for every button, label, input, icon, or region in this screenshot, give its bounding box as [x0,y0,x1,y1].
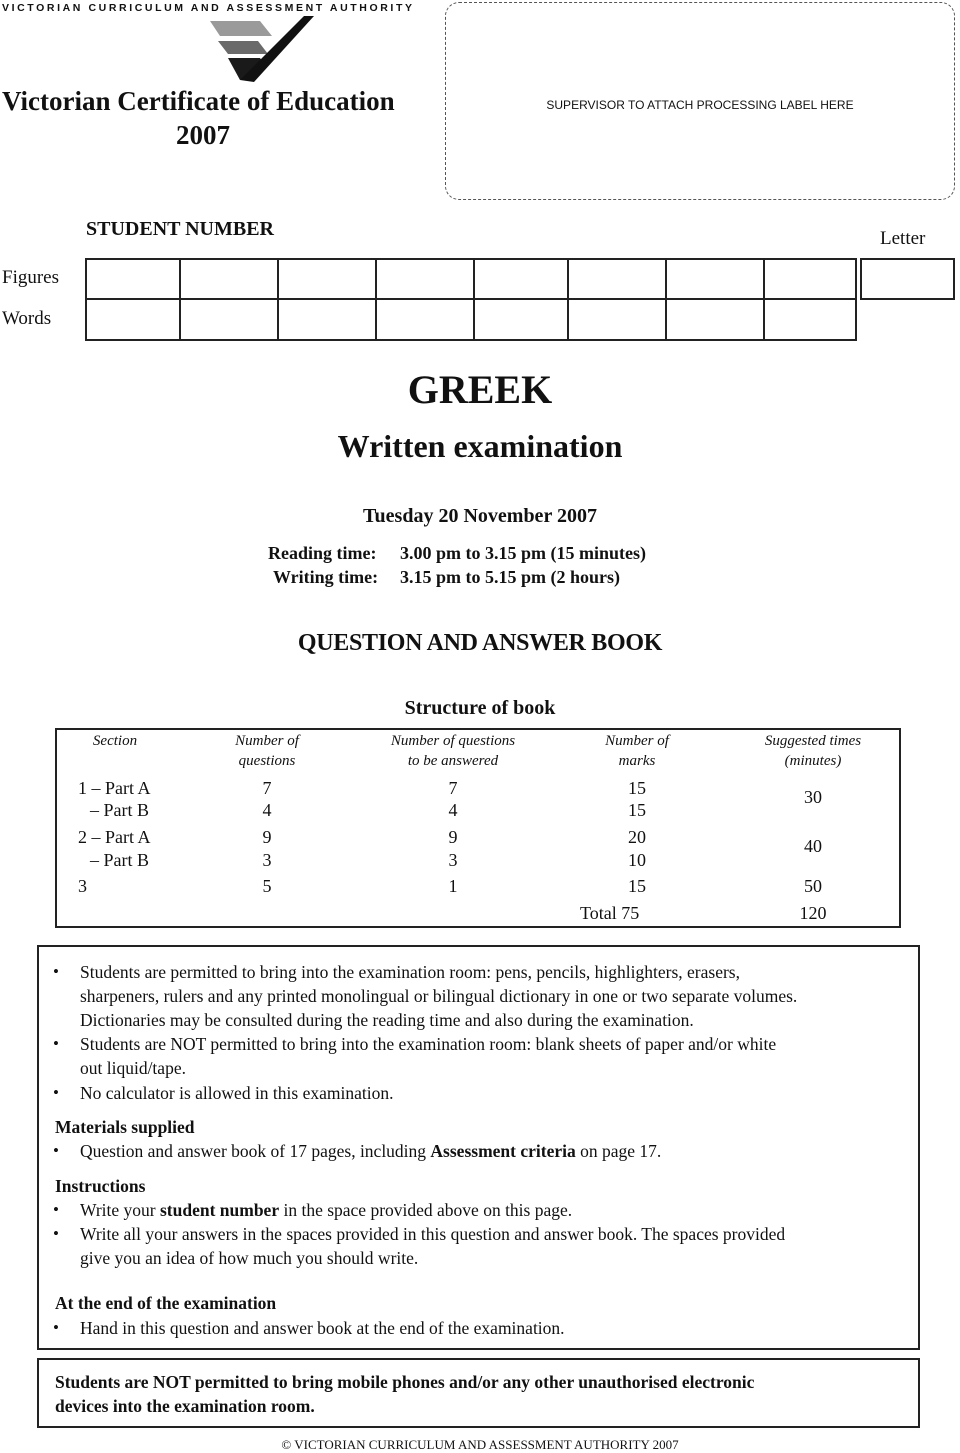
notice-line: Students are NOT permitted to bring mobile phones and/or any other unauthorised electronic [55,1372,755,1392]
instruction-line: Write all your answers in the spaces provided in this question and answer book. The spaces provided [80,1224,786,1244]
row-answered: 4 [448,800,458,820]
row-marks: 10 [628,850,646,870]
book-title: QUESTION AND ANSWER BOOK [297,630,663,656]
materials-line: Question and answer book of 17 pages, including Assessment criteria on page 17. [80,1141,662,1161]
authority-name: VICTORIAN CURRICULUM AND ASSESSMENT AUTHORITY [2,2,415,14]
not-permitted-line: out liquid/tape. [80,1058,186,1078]
bullet-icon: • [53,1224,59,1243]
copyright-footer: © VICTORIAN CURRICULUM AND ASSESSMENT AUTHORITY 2007 [281,1437,679,1452]
not-permitted-line: Students are NOT permitted to bring into the examination room: blank sheets of paper and/or white [80,1034,777,1054]
row-section: 2 – Part A [78,827,151,847]
row-answered: 3 [448,850,458,870]
row-marks: 20 [628,827,646,847]
bullet-icon: • [53,1141,59,1160]
subject-title: GREEK [407,367,553,412]
bullet-icon: • [53,962,59,981]
row-questions: 5 [262,876,272,896]
end-line: Hand in this question and answer book at the end of the examination. [80,1318,565,1338]
permitted-line: sharpeners, rulers and any printed monolingual or bilingual dictionary in one or two separate volumes. [80,986,798,1006]
exam-date: Tuesday 20 November 2007 [363,505,597,527]
exam-type: Written examination [337,428,623,464]
row-section: – Part B [90,850,150,870]
row-questions: 4 [262,800,272,820]
header-to-answer: Number of questions to be answered [390,733,516,769]
instruction-line: give you an idea of how much you should write. [80,1248,419,1268]
permitted-line: Dictionaries may be consulted during the reading time and also during the examination. [80,1010,694,1030]
row-answered: 7 [448,778,458,798]
total-time: 120 [799,903,827,923]
row-answered: 1 [448,876,458,896]
header-times: Suggested times (minutes) [764,733,862,769]
bullet-icon: • [53,1034,59,1053]
figures-label: Figures [2,267,59,288]
materials-heading: Materials supplied [55,1117,195,1137]
structure-title: Structure of book [404,697,556,719]
permitted-line: Students are permitted to bring into the examination room: pens, pencils, highlighters, erasers, [80,962,740,982]
row-questions: 7 [262,778,272,798]
row-answered: 9 [448,827,458,847]
row-questions: 9 [262,827,272,847]
student-number-title: STUDENT NUMBER [86,218,274,240]
reading-time-value: 3.00 pm to 3.15 pm (15 minutes) [400,543,646,563]
writing-time-value: 3.15 pm to 5.15 pm (2 hours) [400,567,621,587]
calculator-line: No calculator is allowed in this examination. [80,1083,394,1103]
header-section: Section [92,733,138,749]
row-section: 1 – Part A [78,778,151,798]
row-section: – Part B [90,800,150,820]
notice-line: devices into the examination room. [55,1396,315,1416]
bullet-icon: • [53,1318,59,1337]
end-heading: At the end of the examination [55,1293,277,1313]
instructions-heading: Instructions [55,1176,146,1196]
certificate-year: 2007 [176,120,230,150]
certificate-title: Victorian Certificate of Education [2,86,395,116]
row-marks: 15 [628,800,646,820]
instruction-line: Write your student number in the space provided above on this page. [80,1200,573,1220]
row-questions: 3 [262,850,272,870]
row-marks: 15 [628,876,646,896]
header-marks: Number of marks [605,733,669,769]
bullet-icon: • [53,1200,59,1219]
writing-time-label: Writing time: [273,567,379,587]
words-label: Words [2,308,52,329]
reading-time-label: Reading time: [268,543,377,563]
header-num-questions: Number of questions [235,733,299,769]
letter-label: Letter [880,228,926,249]
suggested-time: 40 [804,836,822,856]
row-section: 3 [78,876,87,896]
suggested-time: 50 [804,876,822,896]
bullet-icon: • [53,1083,59,1102]
row-marks: 15 [628,778,646,798]
suggested-time: 30 [804,787,822,807]
processing-label-text: SUPERVISOR TO ATTACH PROCESSING LABEL HERE [546,98,854,112]
total-marks: Total 75 [580,903,640,923]
